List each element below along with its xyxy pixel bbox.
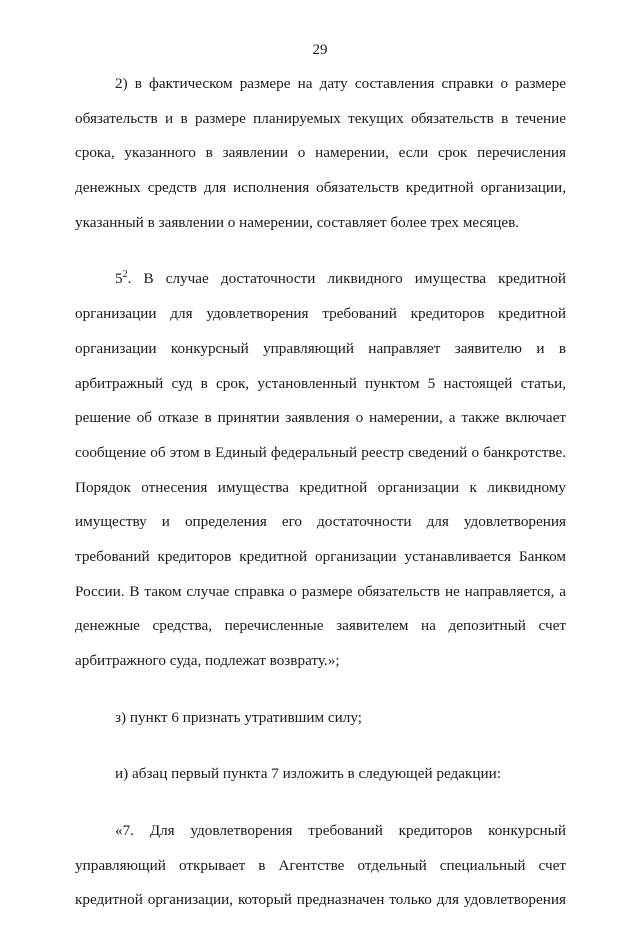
text-line: организации для удовлетворения требований кредиторов кредитной [75,305,566,323]
text-line: сообщение об этом в Единый федеральный реестр сведений о банкротстве. [75,443,566,461]
text-line: кредитной организации, который предназначен только для удовлетворения [75,891,566,909]
text-line: денежных средств для исполнения обязательств кредитной организации, [75,179,566,197]
paragraph-subitem-2 [75,67,566,240]
paragraph-subitem-z [75,701,566,736]
text-line: срока, указанного в заявлении о намерении, если срок перечисления [75,144,566,162]
text-line: Порядок отнесения имущества кредитной организации к ликвидному [75,478,566,496]
text-line: управляющий открывает в Агентстве отдельный специальный счет [75,856,566,874]
text-line: и) абзац первый пункта 7 изложить в следующей редакции: [115,765,501,783]
text-line: денежные средства, перечисленные заявителем на депозитный счет [75,617,566,635]
text-line: имуществу и определения его достаточности для удовлетворения [75,513,566,531]
text-line: организации конкурсный управляющий направляет заявителю и в [75,339,566,357]
text-line: арбитражного суда, подлежат возврату.»; [75,652,340,669]
text-line: 2) в фактическом размере на дату составления справки о размере [115,75,566,92]
text-line: обязательств и в размере планируемых текущих обязательств в течение [75,109,566,127]
text-line: России. В таком случае справка о размере обязательств не направляется, а [75,582,566,600]
text-line: арбитражный суд в срок, установленный пунктом 5 настоящей статьи, [75,374,566,392]
paragraph-clause-7 [75,814,566,918]
text-line: з) пункт 6 признать утратившим силу; [115,708,362,726]
paragraph-subitem-i [75,757,566,792]
text-line: требований кредиторов кредитной организации устанавливается Банком [75,547,566,565]
text-line [75,262,566,297]
clause-number: 5 [115,270,123,288]
clause-first-line-text: . В случае достаточности ликвидного имущества кредитной [127,270,566,288]
page-number: 29 [312,42,328,58]
text-line: «7. Для удовлетворения требований кредиторов конкурсный [115,822,566,840]
paragraph-clause-5-2 [75,262,566,678]
document-body [75,67,566,940]
clause-superscript: 2 [122,269,128,281]
text-line: решение об отказе в принятии заявления о намерении, а также включает [75,409,566,427]
text-line: указанный в заявлении о намерении, составляет более трех месяцев. [75,213,520,231]
